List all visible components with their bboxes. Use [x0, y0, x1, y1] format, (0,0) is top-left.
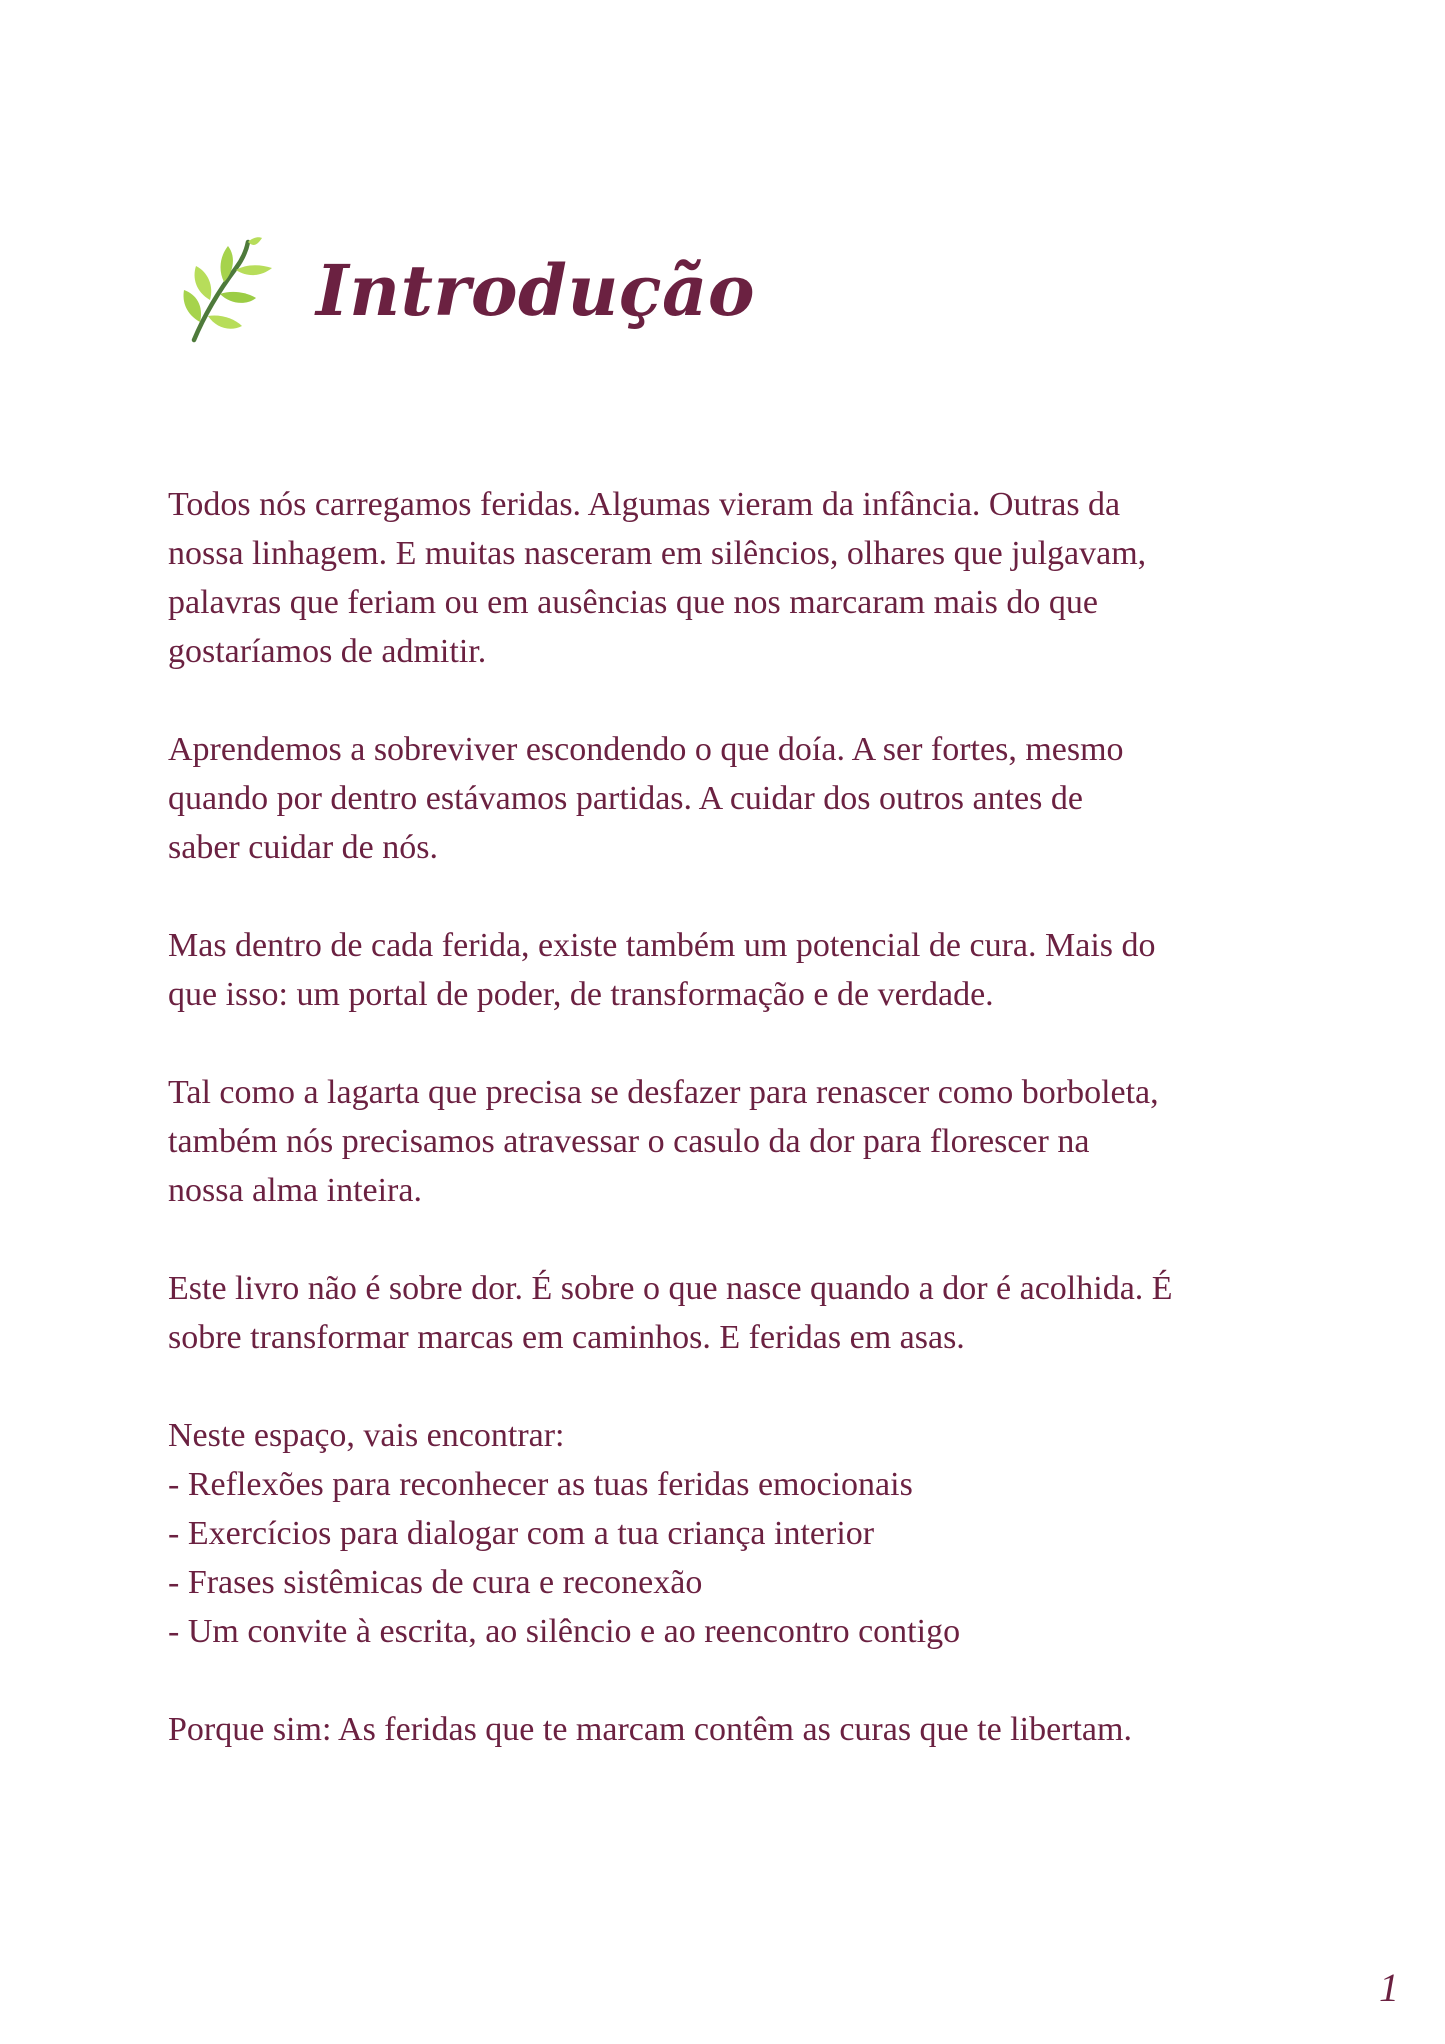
page-title: Introdução	[316, 249, 756, 332]
paragraph: Tal como a lagarta que precisa se desfazer para renascer como borboleta, também nós precisamos atravessar o casulo da dor para florescer na nossa alma inteira.	[168, 1074, 1159, 1209]
body-text	[168, 480, 1298, 1803]
paragraph: Aprendemos a sobreviver escondendo o que doía. A ser fortes, mesmo quando por dentro estávamos partidas. A cuidar dos outros antes de saber cuidar de nós.	[168, 731, 1124, 866]
paragraph: Mas dentro de cada ferida, existe também um potencial de cura. Mais do que isso: um portal de poder, de transformação e de verdade.	[168, 927, 1156, 1013]
paragraph: Este livro não é sobre dor. É sobre o que nasce quando a dor é acolhida. É sobre transformar marcas em caminhos. E feridas em asas.	[168, 1270, 1173, 1356]
list-item: - Exercícios para dialogar com a tua criança interior	[168, 1515, 875, 1552]
paragraph: Todos nós carregamos feridas. Algumas vieram da infância. Outras da nossa linhagem. E muitas nasceram em silêncios, olhares que julgavam, palavras que feriam ou em ausências que nos marcaram mais do que gostaríamos de admitir.	[168, 486, 1147, 670]
list-item: - Um convite à escrita, ao silêncio e ao reencontro contigo	[168, 1613, 961, 1650]
feature-list	[168, 1411, 1298, 1656]
leaf-sprig-icon	[180, 236, 274, 346]
list-item: - Reflexões para reconhecer as tuas feridas emocionais	[168, 1466, 913, 1503]
list-item: - Frases sistêmicas de cura e reconexão	[168, 1564, 703, 1601]
chapter-header	[180, 236, 755, 346]
page-number: 1	[1379, 1965, 1399, 2010]
list-intro: Neste espaço, vais encontrar:	[168, 1417, 565, 1454]
closing-sentence: Porque sim: As feridas que te marcam contêm as curas que te libertam.	[168, 1711, 1132, 1748]
